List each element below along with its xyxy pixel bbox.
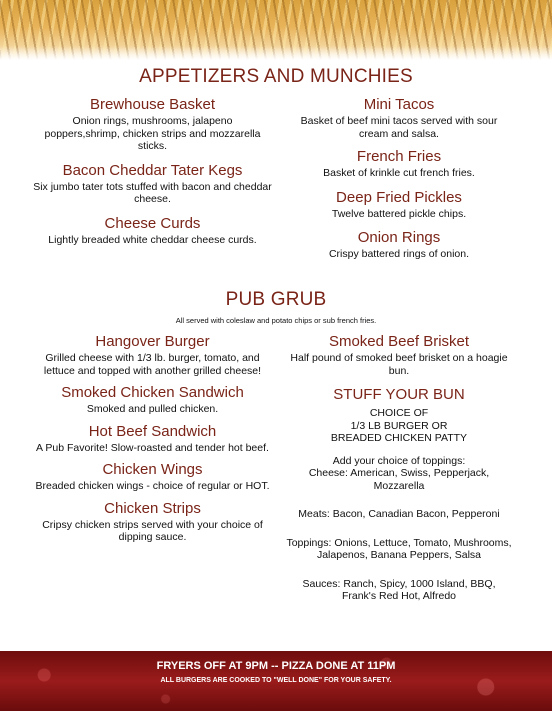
item-desc: Cripsy chicken strips served with your choice of dipping sauce. <box>42 518 263 543</box>
topping-options: Toppings: Onions, Lettuce, Tomato, Mushrooms, Jalapenos, Banana Peppers, Salsa <box>286 536 512 561</box>
item-desc: Grilled cheese with 1/3 lb. burger, tomato, and lettuce and topped with another grilled cheese! <box>43 352 262 377</box>
item-name: Chicken Strips <box>104 499 201 517</box>
item-name: Onion Rings <box>357 229 441 246</box>
toppings-intro: Add your choice of toppings: <box>332 454 466 467</box>
menu-item <box>285 189 513 221</box>
item-name: Smoked Beef Brisket <box>328 333 470 350</box>
item-name: Hangover Burger <box>95 333 210 350</box>
choice-line: CHOICE OF <box>369 407 429 419</box>
cheese-options: Cheese: American, Swiss, Pepperjack, Mozzarella <box>308 467 490 492</box>
menu-item <box>30 215 275 247</box>
item-name: Hot Beef Sandwich <box>88 422 217 440</box>
item-desc: Crispy battered rings of onion. <box>328 248 470 260</box>
item-desc: Six jumbo tater tots stuffed with bacon and cheddar cheese. <box>33 180 272 205</box>
item-desc: Lightly breaded white cheddar cheese curds. <box>48 233 257 246</box>
item-name: Smoked Chicken Sandwich <box>61 384 244 401</box>
item-name: Cheese Curds <box>104 214 201 232</box>
item-desc: Breaded chicken wings - choice of regular or HOT. <box>35 480 270 492</box>
pubgrub-left-column <box>30 333 275 544</box>
item-name: Brewhouse Basket <box>89 96 216 113</box>
item-desc: Smoked and pulled chicken. <box>86 403 219 415</box>
choice-line: BREADED CHICKEN PATTY <box>330 432 468 444</box>
menu-item <box>30 333 275 377</box>
item-desc: Half pound of smoked beef brisket on a hoagie bun. <box>290 352 508 377</box>
item-desc: A Pub Favorite! Slow-roasted and tender hot beef. <box>36 441 269 454</box>
menu-item <box>30 423 275 455</box>
stuff-your-bun-title: STUFF YOUR BUN <box>333 386 465 403</box>
menu-item <box>30 384 275 416</box>
item-desc: Basket of beef mini tacos served with sour cream and salsa. <box>300 115 498 140</box>
menu-item <box>30 162 275 206</box>
menu-item <box>285 333 513 377</box>
wheat-banner <box>0 0 552 60</box>
appetizers-left-column <box>30 96 275 246</box>
menu-item <box>30 500 275 544</box>
item-name: Chicken Wings <box>102 461 203 478</box>
item-name: French Fries <box>356 148 442 165</box>
menu-item <box>30 461 275 493</box>
item-desc: Twelve battered pickle chips. <box>331 207 467 220</box>
item-desc: Onion rings, mushrooms, jalapeno poppers,shrimp, chicken strips and mozzarella sticks. <box>44 115 261 152</box>
menu-item <box>285 96 513 140</box>
meat-options: Meats: Bacon, Canadian Bacon, Pepperoni <box>298 508 500 520</box>
pubgrub-title: PUB GRUB <box>225 289 327 310</box>
menu-item <box>285 229 513 261</box>
item-desc: Basket of krinkle cut french fries. <box>323 167 475 179</box>
item-name: Deep Fried Pickles <box>336 188 462 206</box>
footer-notice: ALL BURGERS ARE COOKED TO "WELL DONE" FOR YOUR SAFETY. <box>160 677 392 684</box>
sauce-options: Sauces: Ranch, Spicy, 1000 Island, BBQ, Frank's Red Hot, Alfredo <box>302 577 496 602</box>
footer-hours: FRYERS OFF AT 9PM -- PIZZA DONE AT 11PM <box>156 660 396 672</box>
stuff-your-bun-section <box>285 386 513 603</box>
pubgrub-subtitle: All served with coleslaw and potato chips or sub french fries. <box>175 316 377 325</box>
choice-line: 1/3 LB BURGER OR <box>350 419 448 432</box>
item-name: Mini Tacos <box>363 96 435 113</box>
item-name: Bacon Cheddar Tater Kegs <box>62 161 243 179</box>
menu-item <box>30 96 275 153</box>
footer-banner <box>0 651 552 711</box>
appetizers-right-column <box>285 96 513 261</box>
pubgrub-right-column <box>285 333 513 603</box>
menu-item <box>285 148 513 180</box>
appetizers-title: APPETIZERS AND MUNCHIES <box>139 66 413 87</box>
